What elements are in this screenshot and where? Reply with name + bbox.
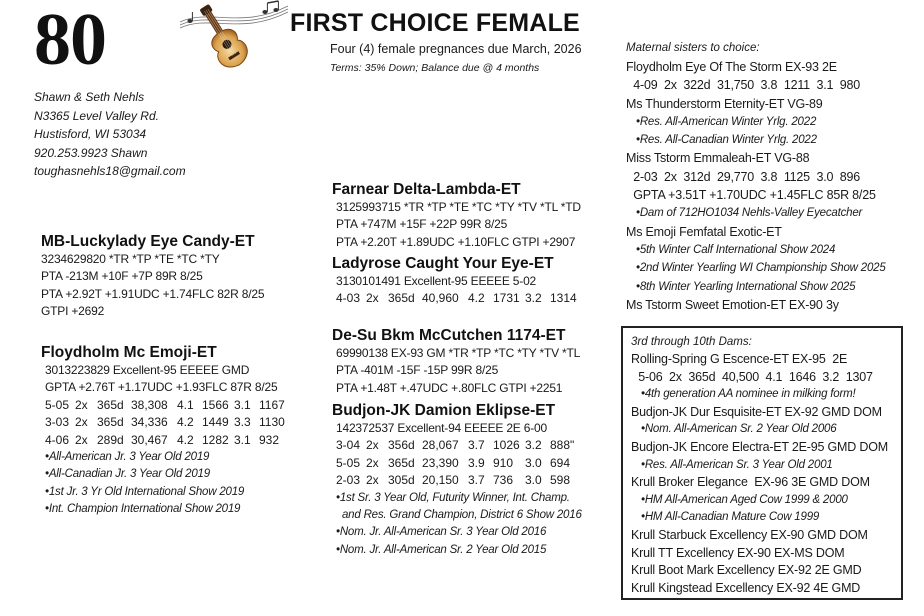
record-cell: 3.2 <box>525 291 542 306</box>
record-cell: 365d <box>97 397 124 412</box>
record-line: 4-09 2x 322d 31,750 3.8 1211 3.1 980 <box>630 78 861 93</box>
record-cell: 365d <box>97 415 124 430</box>
award-line: •All-American Jr. 3 Year Old 2019 <box>45 451 210 464</box>
record-cell: 1130 <box>259 415 285 430</box>
dd-records <box>332 437 586 489</box>
award-line: •Nom. Jr. All-American Sr. 2 Year Old 2015 <box>336 543 547 556</box>
award-line: •Int. Champion International Show 2019 <box>45 503 241 516</box>
seller-phone: 920.253.9923 Shawn <box>34 145 148 160</box>
lactation-record-row <box>336 290 586 307</box>
cow-name: Krull Kingstead Excellency EX-92 4E GMD <box>631 580 861 595</box>
record-cell: 3-04 <box>336 438 361 453</box>
ds-block <box>332 326 580 397</box>
sire-name: MB-Luckylady Eye Candy-ET <box>41 233 255 250</box>
record-cell: 2x <box>366 473 379 488</box>
record-cell: 736 <box>493 473 514 488</box>
record-line: 5-06 2x 365d 40,500 4.1 1646 3.2 1307 <box>635 369 873 384</box>
record-cell: 1566 <box>202 397 229 412</box>
sire-id: 3234629820 *TR *TP *TE *TC *TY <box>41 252 220 266</box>
record-cell: 3.3 <box>234 415 251 430</box>
record-cell: 4-06 <box>45 432 70 447</box>
cow-name: Rolling-Spring G Escence-ET EX-95 2E <box>631 352 848 366</box>
record-cell: 3.7 <box>468 473 485 488</box>
dd-block <box>332 401 586 559</box>
dam-name: Floydholm Mc Emoji-ET <box>41 344 217 361</box>
dd-id: 142372537 Excellent-94 EEEEE 2E 6-00 <box>336 421 547 435</box>
record-cell: 38,308 <box>131 397 168 412</box>
record-cell: 1026 <box>493 438 520 453</box>
record-cell: 1282 <box>202 432 229 447</box>
ss-name: Farnear Delta-Lambda-ET <box>332 181 521 198</box>
record-cell: 1731 <box>493 291 520 306</box>
award-line: •All-Canadian Jr. 3 Year Old 2019 <box>45 468 210 481</box>
award-line: •HM All-American Aged Cow 1999 & 2000 <box>638 493 848 506</box>
dd-awards <box>332 490 586 560</box>
record-cell: 20,150 <box>422 473 459 488</box>
sale-terms: Terms: 35% Down; Balance due @ 4 months <box>330 62 540 74</box>
dams-list <box>631 351 901 597</box>
seller-email[interactable]: toughasnehls18@gmail.com <box>34 164 186 179</box>
record-cell: 3.0 <box>525 473 542 488</box>
ss-id: 3125993715 *TR *TP *TE *TC *TY *TV *TL *TD <box>336 200 581 214</box>
ss-pta: PTA +747M +15F +22P 99R 8/25 <box>336 217 508 232</box>
record-cell: 3-03 <box>45 415 70 430</box>
ss-pta-type: PTA +2.20T +1.89UDC +1.10FLC GTPI +2907 <box>336 234 576 249</box>
sire-block <box>41 232 264 321</box>
seller-city: Hustisford, WI 53034 <box>34 127 147 142</box>
record-cell: 4-03 <box>336 291 361 306</box>
record-cell: 2x <box>366 438 379 453</box>
ss-block <box>332 180 581 251</box>
sd-block <box>332 254 586 308</box>
lactation-record-row <box>336 455 586 472</box>
lactation-record-row <box>45 397 295 414</box>
award-line: •1st Jr. 3 Yr Old International Show 2019 <box>45 485 245 498</box>
record-cell: 23,390 <box>422 455 459 470</box>
record-cell: 1449 <box>202 415 229 430</box>
dam-id: 3013223829 Excellent-95 EEEEE GMD <box>45 363 250 377</box>
cow-name: Budjon-JK Dur Esquisite-ET EX-92 GMD DOM <box>631 404 882 419</box>
award-line: •4th generation AA nominee in milking form! <box>638 388 856 401</box>
cow-name: Budjon-JK Encore Electra-ET 2E-95 GMD DOM <box>631 439 888 454</box>
record-cell: 365d <box>388 291 415 306</box>
sd-name: Ladyrose Caught Your Eye-ET <box>332 255 554 272</box>
award-line: •HM All-Canadian Mature Cow 1999 <box>638 511 820 524</box>
lactation-record-row <box>336 437 586 454</box>
award-line: •Res. All-Canadian Winter Yrlg. 2022 <box>633 134 817 147</box>
sire-pta-type: PTA +2.92T +1.91UDC +1.74FLC 82R 8/25 <box>41 286 265 301</box>
cow-name: Miss Tstorm Emmaleah-ET VG-88 <box>626 151 810 166</box>
record-cell: 4.2 <box>177 432 194 447</box>
lactation-record-row <box>45 414 295 431</box>
record-cell: 4.2 <box>468 291 485 306</box>
award-line: •8th Winter Yearling International Show 2025 <box>633 280 856 293</box>
sire-gtpi: GTPI +2692 <box>41 304 105 319</box>
record-cell: 3.9 <box>468 455 485 470</box>
award-line: •2nd Winter Yearling WI Championship Show 2025 <box>633 262 886 275</box>
dam-block <box>41 343 295 519</box>
record-cell: 694 <box>550 455 571 470</box>
seller-name: Shawn & Seth Nehls <box>34 90 145 104</box>
ds-pta-type: PTA +1.48T +.47UDC +.80FLC GTPI +2251 <box>336 380 563 395</box>
record-cell: 40,960 <box>422 291 459 306</box>
ds-pta: PTA -401M -15F -15P 99R 8/25 <box>336 363 499 378</box>
dams-header: 3rd through 10th Dams: <box>631 336 752 348</box>
cow-name: Ms Emoji Femfatal Exotic-ET <box>626 224 782 239</box>
record-cell: 3.1 <box>234 397 251 412</box>
record-cell: 2x <box>366 455 379 470</box>
maternal-sisters-section <box>626 41 922 314</box>
award-line: •5th Winter Calf International Show 2024 <box>633 243 836 256</box>
record-cell: 30,467 <box>131 432 168 447</box>
dd-name: Budjon-JK Damion Eklipse-ET <box>332 402 556 419</box>
maternal-sisters-list <box>626 58 922 314</box>
cow-name: Ms Thunderstorm Eternity-ET VG-89 <box>626 96 823 111</box>
cow-name: Ms Tstorm Sweet Emotion-ET EX-90 3y <box>626 297 839 312</box>
record-cell: 910 <box>493 455 514 470</box>
dam-gpta: GPTA +2.76T +1.17UDC +1.93FLC 87R 8/25 <box>45 380 278 395</box>
page-title: FIRST CHOICE FEMALE <box>290 9 580 37</box>
record-cell: 888" <box>550 438 575 453</box>
ds-id: 69990138 EX-93 GM *TR *TP *TC *TY *TV *TL <box>336 346 581 360</box>
record-cell: 2x <box>75 397 88 412</box>
dam-records <box>41 397 295 449</box>
record-cell: 5-05 <box>336 455 361 470</box>
record-cell: 2x <box>75 432 88 447</box>
sd-records <box>332 290 586 307</box>
lot-number: 80 <box>34 0 106 81</box>
award-line: •Res. All-American Winter Yrlg. 2022 <box>633 115 817 128</box>
award-line: •Nom. Jr. All-American Sr. 3 Year Old 2016 <box>336 526 547 539</box>
record-cell: 3.1 <box>234 432 251 447</box>
record-cell: 932 <box>259 432 280 447</box>
cow-name: Krull Broker Elegance EX-96 3E GMD DOM <box>631 475 870 490</box>
guitar-with-music-notes-icon <box>170 0 290 74</box>
award-line: •Dam of 712HO1034 Nehls-Valley Eyecatcher <box>633 207 863 220</box>
ds-name: De-Su Bkm McCutchen 1174-ET <box>332 327 566 344</box>
record-cell: 3.7 <box>468 438 485 453</box>
record-cell: 3.0 <box>525 455 542 470</box>
record-cell: 4.1 <box>177 397 194 412</box>
sire-pta: PTA -213M +10F +7P 89R 8/25 <box>41 269 203 284</box>
cow-name: Krull Boot Mark Excellency EX-92 2E GMD <box>631 563 862 578</box>
sd-id: 3130101491 Excellent-95 EEEEE 5-02 <box>336 274 537 288</box>
cow-name: Krull Starbuck Excellency EX-90 GMD DOM <box>631 527 868 542</box>
record-cell: 28,067 <box>422 438 459 453</box>
seller-address: N3365 Level Valley Rd. <box>34 108 159 123</box>
record-line: GPTA +3.51T +1.70UDC +1.45FLC 85R 8/25 <box>630 188 876 203</box>
record-cell: 2-03 <box>336 473 361 488</box>
record-cell: 289d <box>97 432 124 447</box>
dam-awards <box>41 449 295 519</box>
record-cell: 305d <box>388 473 415 488</box>
record-line: 2-03 2x 312d 29,770 3.8 1125 3.0 896 <box>630 169 861 184</box>
record-cell: 598 <box>550 473 571 488</box>
cow-name: Floydholm Eye Of The Storm EX-93 2E <box>626 60 837 74</box>
award-line: and Res. Grand Champion, District 6 Show 2016 <box>336 509 582 522</box>
award-line: •Nom. All-American Sr. 2 Year Old 2006 <box>638 423 837 436</box>
record-cell: 34,336 <box>131 415 168 430</box>
record-cell: 4.2 <box>177 415 194 430</box>
maternal-sisters-header: Maternal sisters to choice: <box>626 42 760 54</box>
award-line: •1st Sr. 3 Year Old, Futurity Winner, Int. Champ. <box>336 491 570 504</box>
record-cell: 1314 <box>550 291 577 306</box>
dams-box <box>621 326 903 600</box>
lactation-record-row <box>45 432 295 449</box>
record-cell: 356d <box>388 438 415 453</box>
award-line: •Res. All-American Sr. 3 Year Old 2001 <box>638 458 833 471</box>
record-cell: 3.2 <box>525 438 542 453</box>
lactation-record-row <box>336 472 586 489</box>
cow-name: Krull TT Excellency EX-90 EX-MS DOM <box>631 545 845 560</box>
record-cell: 2x <box>366 291 379 306</box>
seller-contact <box>34 88 186 181</box>
record-cell: 2x <box>75 415 88 430</box>
record-cell: 365d <box>388 455 415 470</box>
record-cell: 5-05 <box>45 397 70 412</box>
record-cell: 1167 <box>259 397 285 412</box>
sale-subtitle: Four (4) female pregnances due March, 2026 <box>330 42 582 56</box>
